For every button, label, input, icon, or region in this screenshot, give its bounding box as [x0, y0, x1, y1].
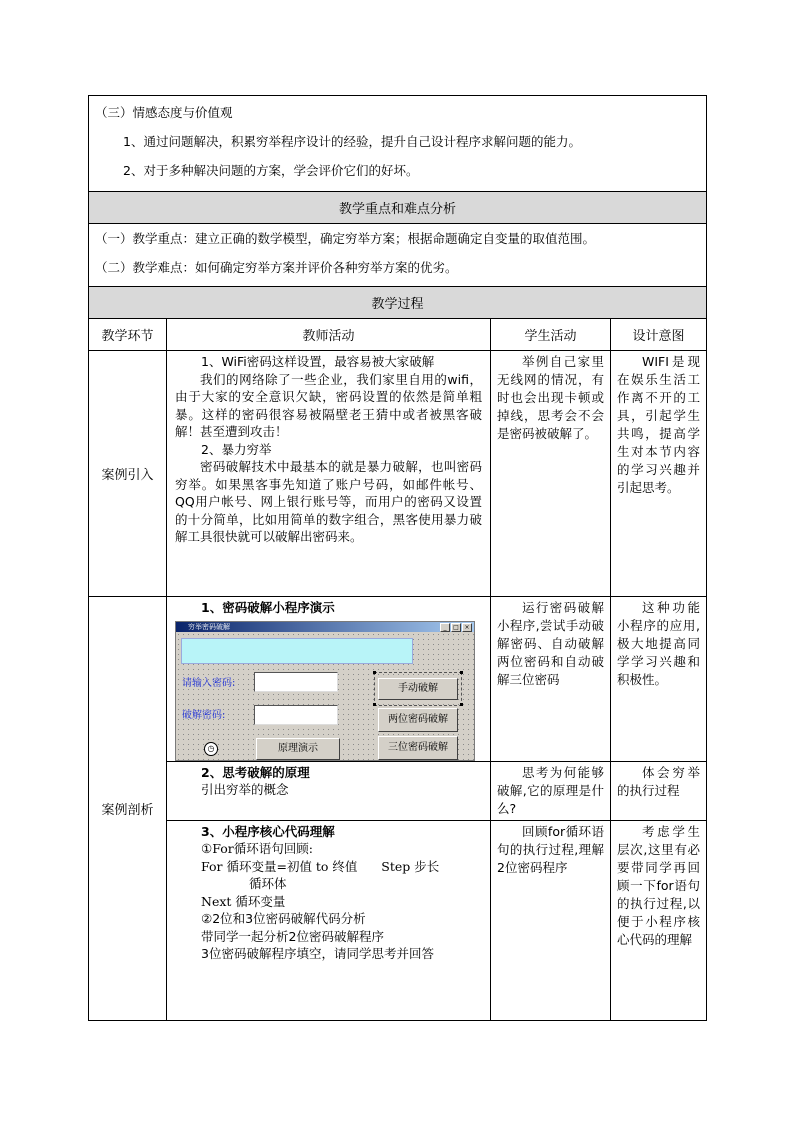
intro-point-1: 1、WiFi密码这样设置，最容易被大家破解: [201, 354, 435, 369]
intro-paragraph-2: 密码破解技术中最基本的就是暴力破解，也叫密码穷举。如果黑客事先知道了账户号码，如邮件帐号、QQ用户帐号、网上银行账号等，而用户的密码又设置的十分简单，比如用简单的数字组合，黑客使用暴力破解工具很快就可以破解出密码来。: [175, 459, 482, 544]
result-display: [181, 638, 413, 664]
case-analysis-label: 案例剖析: [89, 597, 167, 1021]
part3-content: [167, 821, 490, 965]
password-input[interactable]: [254, 672, 338, 692]
part3-line-1: ①For循环语句回顾:: [201, 841, 313, 856]
case-intro-design: WIFI是现在娱乐生活工作离不开的工具，引起学生共鸣，提高学生对本节内容的学习兴趣并引起思考。: [617, 354, 701, 495]
part1-design: 这种功能小程序的应用,极大地提高同学学习兴趣和积极性。: [617, 600, 701, 687]
col-stage: 教学环节: [89, 319, 167, 351]
cracked-password-label: 破解密码:: [182, 709, 226, 721]
key-points-header: 教学重点和难点分析: [89, 192, 707, 224]
section3-title: （三）情感态度与价值观: [95, 105, 233, 120]
part2-student: 思考为何能够破解,它的原理是什么?: [497, 764, 604, 816]
maximize-icon[interactable]: □: [451, 623, 461, 632]
part1-title: 1、密码破解小程序演示: [201, 600, 335, 615]
part3-design: 考虑学生层次,这里有必要带同学再回顾一下for语句的执行过程,以便于小程序核心代码的理解: [617, 823, 701, 947]
close-icon[interactable]: ×: [462, 623, 472, 632]
manual-crack-button[interactable]: 手动破解: [378, 678, 458, 700]
part2-title: 2、思考破解的原理: [201, 764, 310, 780]
section3-item-2: 2、对于多种解决问题的方案，学会评价它们的好坏。: [123, 163, 419, 178]
case-intro-label: 案例引入: [89, 351, 167, 597]
teaching-focus: （一）教学重点：建立正确的数学模型，确定穷举方案；根据命题确定自变量的取值范围。: [95, 231, 596, 246]
intro-paragraph-1: 我们的网络除了一些企业，我们家里自用的wifi，由于大家的安全意识欠缺，密码设置的依然是简单粗暴。这样的密码很容易被隔壁老王猜中或者被黑客破解！甚至遭到攻击！: [175, 371, 482, 439]
part3-line-5: ②2位和3位密码破解代码分析: [201, 911, 366, 926]
lesson-plan-sheet: [88, 95, 706, 1021]
col-design: 设计意图: [611, 319, 707, 351]
window-titlebar: [176, 622, 474, 632]
window-body: [176, 632, 474, 760]
two-digit-crack-button[interactable]: 两位密码破解: [378, 708, 458, 732]
part3-line-7: 3位密码破解程序填空，请同学思考并回答: [201, 946, 434, 961]
case-intro-teacher: [167, 351, 490, 548]
lesson-plan-table: [88, 95, 707, 1021]
teaching-difficulty: （二）教学难点：如何确定穷举方案并评价各种穷举方案的优劣。: [95, 260, 458, 275]
part2-design: 体会穷举的执行过程: [617, 764, 701, 798]
part3-line-2: For 循环变量=初值 to 终值 Step 步长: [201, 858, 440, 874]
part3-title: 3、小程序核心代码理解: [201, 823, 335, 839]
part3-line-3: 循环体: [249, 876, 287, 891]
section3-item-1: 1、通过问题解决，积累穷举程序设计的经验，提升自己设计程序求解问题的能力。: [123, 134, 581, 149]
crack-program-window: [175, 621, 475, 761]
part2-line: 引出穷举的概念: [201, 782, 289, 797]
col-teacher: 教师活动: [167, 319, 491, 351]
minimize-icon[interactable]: _: [440, 623, 450, 632]
process-header: 教学过程: [89, 287, 707, 319]
three-digit-crack-button[interactable]: 三位密码破解: [378, 736, 458, 760]
part3-line-6: 带同学一起分析2位密码破解程序: [201, 928, 384, 944]
case-intro-student: 举例自己家里无线网的情况，有时也会出现卡顿或掉线，思考会不会是密码被破解了。: [497, 354, 604, 441]
input-password-label: 请输入密码:: [182, 677, 236, 689]
part3-student: 回顾for循环语句的执行过程,理解2位密码程序: [497, 823, 604, 875]
cracked-password-field[interactable]: [254, 705, 338, 725]
part3-line-4: Next 循环变量: [201, 893, 286, 909]
window-title: 穷举密码破解: [188, 622, 230, 631]
timer-icon: ◷: [204, 742, 218, 756]
intro-point-2: 2、暴力穷举: [201, 441, 272, 457]
part1-student: 运行密码破解小程序,尝试手动破解密码、自动破解两位密码和自动破解三位密码: [497, 600, 604, 687]
demo-button[interactable]: 原理演示: [256, 738, 340, 760]
section3-row: [89, 96, 707, 192]
col-student: 学生活动: [491, 319, 611, 351]
